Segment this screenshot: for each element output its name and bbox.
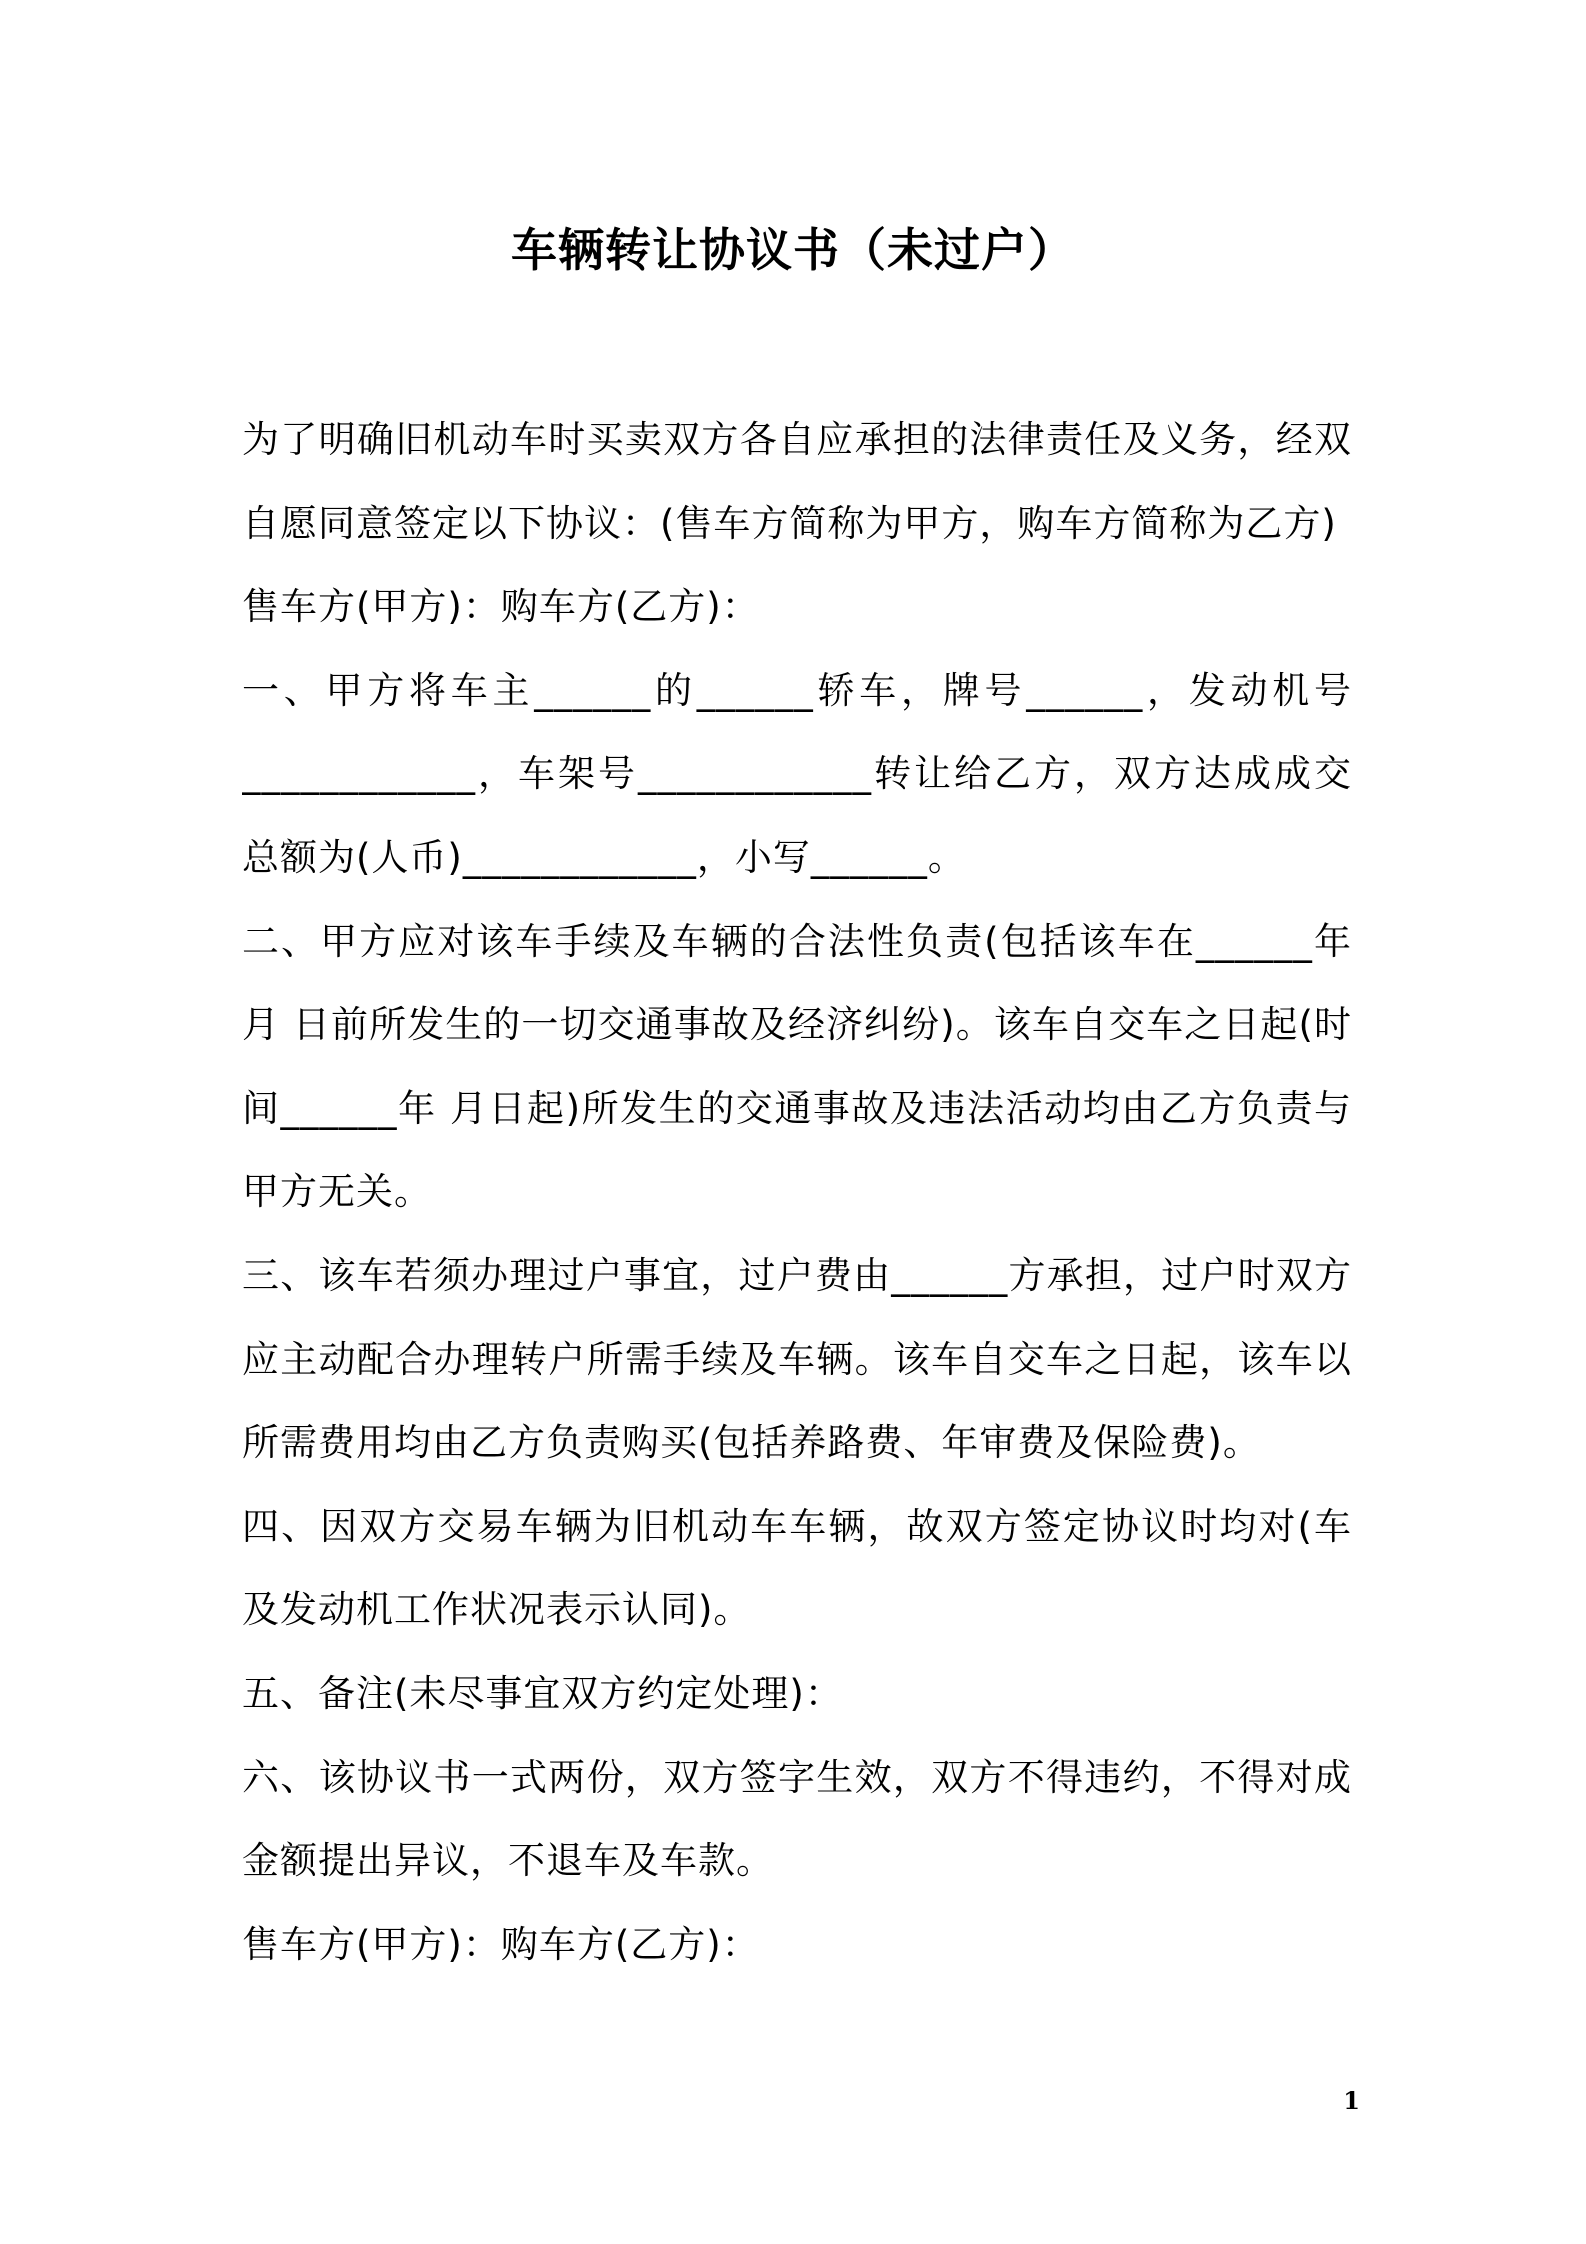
clause-2-line-1: 二、甲方应对该车手续及车辆的合法性负责(包括该车在______年 [242,919,1352,963]
clause-1-line-3: 总额为(人币)____________，小写______。 [242,835,966,879]
clause-2-line-4: 甲方无关。 [242,1170,432,1214]
signature-parties-line: 售车方(甲方)：购车方(乙方)： [242,1922,760,1966]
paragraph-intro-line-1: 为了明确旧机动车时买卖双方各自应承担的法律责任及义务，经双 [242,418,1352,461]
page-number: 1 [1343,2086,1360,2115]
clause-4-line-1: 四、因双方交易车辆为旧机动车车辆，故双方签定协议时均对(车 [242,1504,1352,1548]
clause-1-line-1: 一、甲方将车主______的______轿车，牌号______，发动机号 [242,668,1352,712]
clause-2-line-3: 间______年 月日起)所发生的交通事故及违法活动均由乙方负责与 [242,1086,1352,1130]
clause-5-line-1: 五、备注(未尽事宜双方约定处理)： [242,1671,843,1715]
document-body [242,398,1352,1986]
clause-6-line-1: 六、该协议书一式两份，双方签字生效，双方不得违约，不得对成 [242,1755,1352,1799]
clause-4-line-2: 及发动机工作状况表示认同)。 [242,1588,752,1632]
clause-3-line-3: 所需费用均由乙方负责购买(包括养路费、年审费及保险费)。 [242,1421,1261,1465]
clause-1-line-2: ____________，车架号____________转让给乙方，双方达成成交 [242,752,1352,796]
clause-3-line-1: 三、该车若须办理过户事宜，过户费由______方承担，过户时双方 [242,1253,1352,1297]
clause-3-line-2: 应主动配合办理转户所需手续及车辆。该车自交车之日起，该车以 [242,1337,1352,1381]
parties-line: 售车方(甲方)：购车方(乙方)： [242,585,760,629]
clause-2-line-2: 月 日前所发生的一切交通事故及经济纠纷)。该车自交车之日起(时 [242,1003,1352,1047]
paragraph-intro-line-2: 自愿同意签定以下协议：(售车方简称为甲方，购车方简称为乙方) [242,501,1337,545]
document-title: 车辆转让协议书（未过户） [511,223,1075,277]
clause-6-line-2: 金额提出异议，不退车及车款。 [242,1839,774,1883]
